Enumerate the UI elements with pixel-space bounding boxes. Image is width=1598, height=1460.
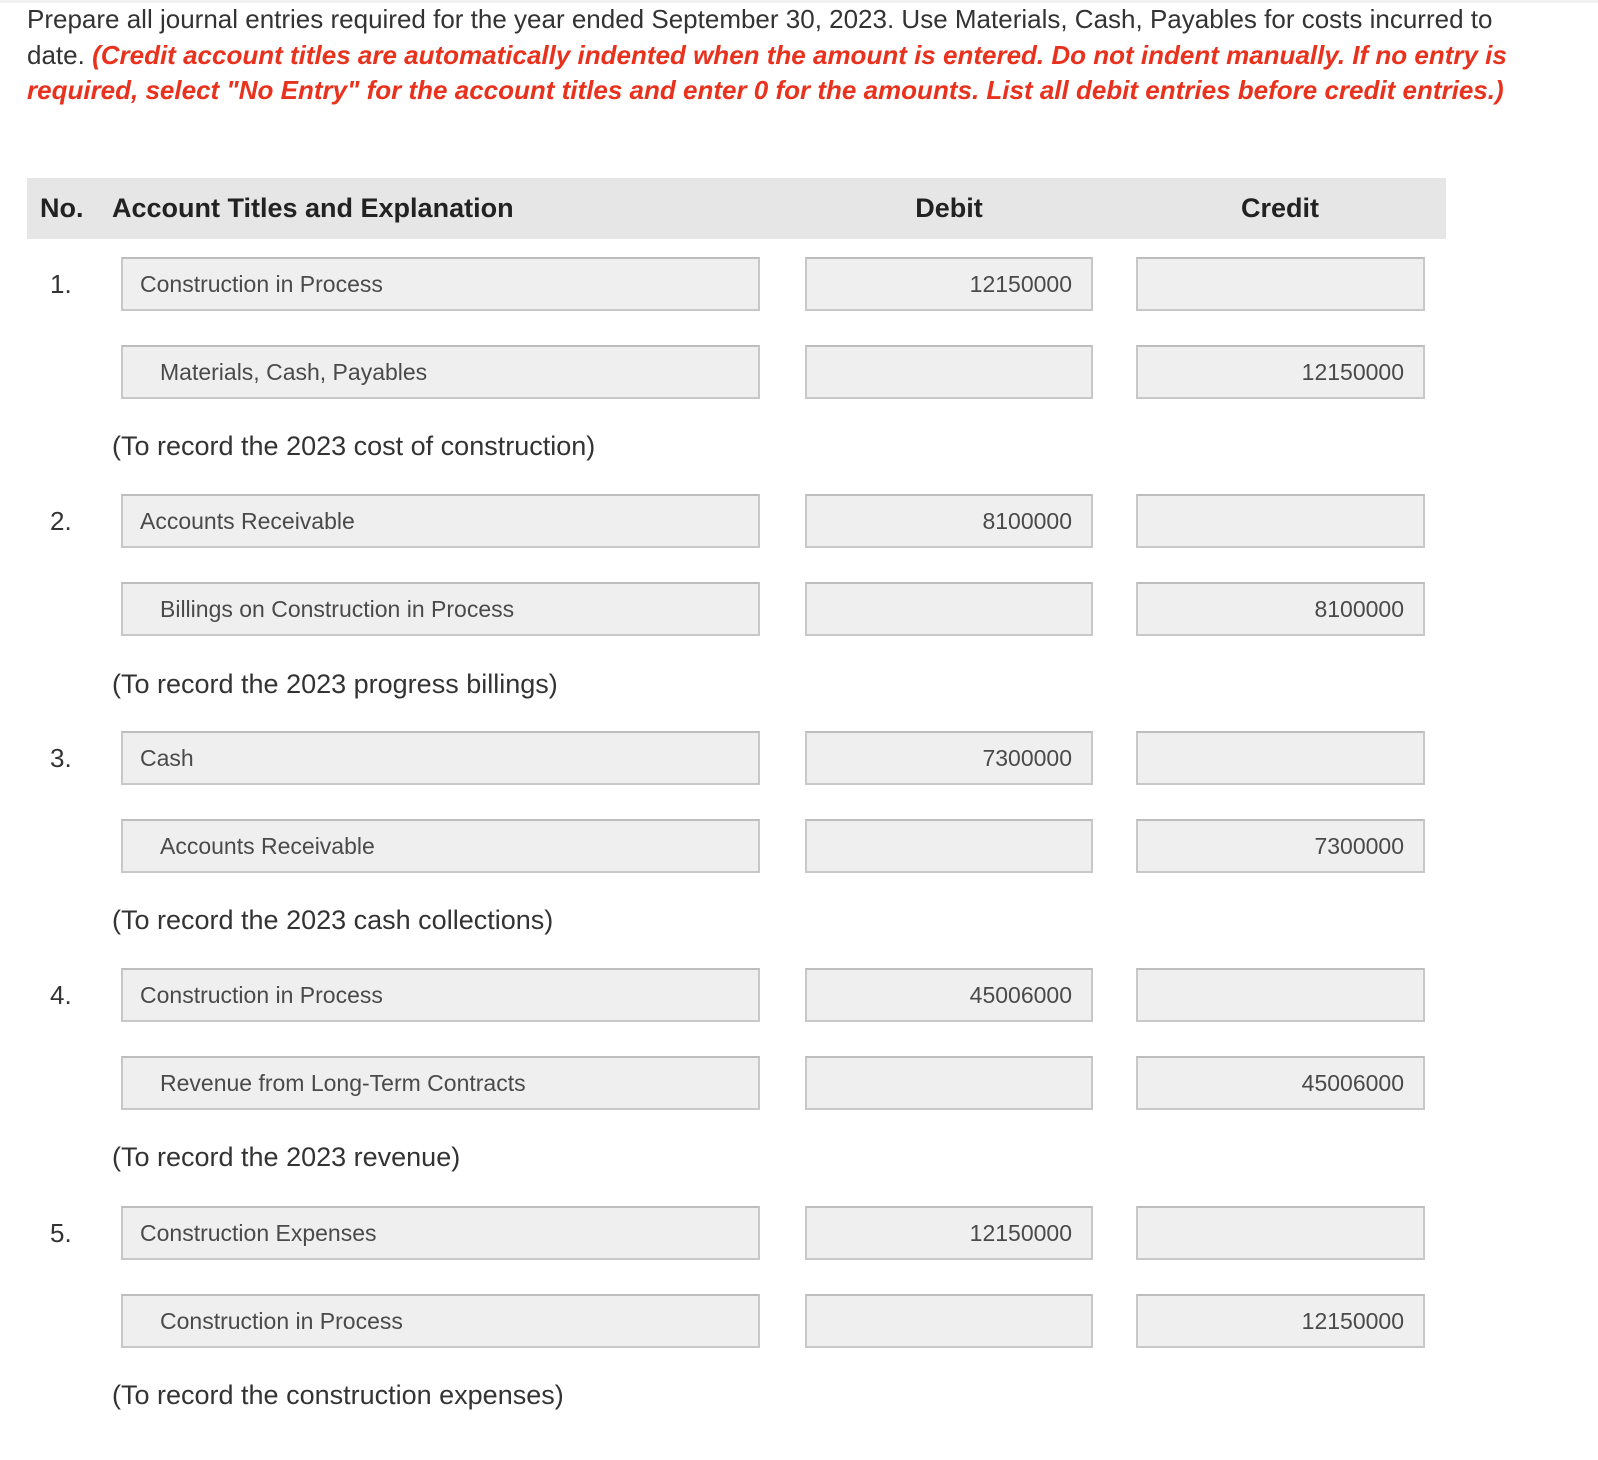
debit-amount-field[interactable]: 7300000 [805,731,1093,785]
account-title-field[interactable]: Cash [121,731,760,785]
entry-number: 2. [50,506,72,536]
header-no: No. [40,193,84,223]
entry-explanation: (To record the 2023 cash collections) [112,905,554,935]
credit-amount-field[interactable]: 7300000 [1136,819,1425,873]
debit-amount-field[interactable]: 12150000 [805,1206,1093,1260]
entry-explanation: (To record the 2023 cost of construction) [112,431,596,461]
credit-amount-field[interactable] [1136,968,1425,1022]
credit-amount-field[interactable]: 45006000 [1136,1056,1425,1110]
debit-amount-field[interactable] [805,819,1093,873]
account-title-field[interactable]: Revenue from Long-Term Contracts [121,1056,760,1110]
credit-amount-field[interactable] [1136,257,1425,311]
instructions-emphasis: (Credit account titles are automatically indented when the amount is entered. Do not indent manually. If no entry is required, select "No Entry" for the account titles and enter 0 for the amounts. List all debit entries before credit entries.) [27,39,1507,105]
entry-explanation: (To record the 2023 revenue) [112,1142,461,1172]
debit-amount-field[interactable]: 45006000 [805,968,1093,1022]
credit-amount-field[interactable] [1136,1206,1425,1260]
entry-number: 1. [50,269,72,299]
header-account-titles: Account Titles and Explanation [112,193,514,223]
debit-amount-field[interactable] [805,582,1093,636]
instructions-text: Prepare all journal entries required for the year ended September 30, 2023. Use Materials, Cash, Payables for costs incurred to date. [27,4,1493,70]
header-credit: Credit [1240,193,1319,223]
debit-amount-field[interactable]: 8100000 [805,494,1093,548]
account-title-field[interactable]: Construction in Process [121,968,760,1022]
header-debit: Debit [915,193,983,223]
debit-amount-field[interactable] [805,345,1093,399]
account-title-field[interactable]: Accounts Receivable [121,494,760,548]
account-title-field[interactable]: Billings on Construction in Process [121,582,760,636]
credit-amount-field[interactable]: 12150000 [1136,1294,1425,1348]
credit-amount-field[interactable]: 12150000 [1136,345,1425,399]
entry-explanation: (To record the construction expenses) [112,1380,564,1410]
credit-amount-field[interactable] [1136,494,1425,548]
credit-amount-field[interactable] [1136,731,1425,785]
entry-number: 3. [50,743,72,773]
credit-amount-field[interactable]: 8100000 [1136,582,1425,636]
debit-amount-field[interactable]: 12150000 [805,257,1093,311]
instructions [27,2,1527,109]
account-title-field[interactable]: Construction in Process [121,257,760,311]
debit-amount-field[interactable] [805,1056,1093,1110]
account-title-field[interactable]: Accounts Receivable [121,819,760,873]
entry-explanation: (To record the 2023 progress billings) [112,669,558,699]
entry-number: 4. [50,980,72,1010]
account-title-field[interactable]: Construction in Process [121,1294,760,1348]
account-title-field[interactable]: Materials, Cash, Payables [121,345,760,399]
debit-amount-field[interactable] [805,1294,1093,1348]
journal-table-header [27,178,1446,239]
entry-number: 5. [50,1218,72,1248]
account-title-field[interactable]: Construction Expenses [121,1206,760,1260]
